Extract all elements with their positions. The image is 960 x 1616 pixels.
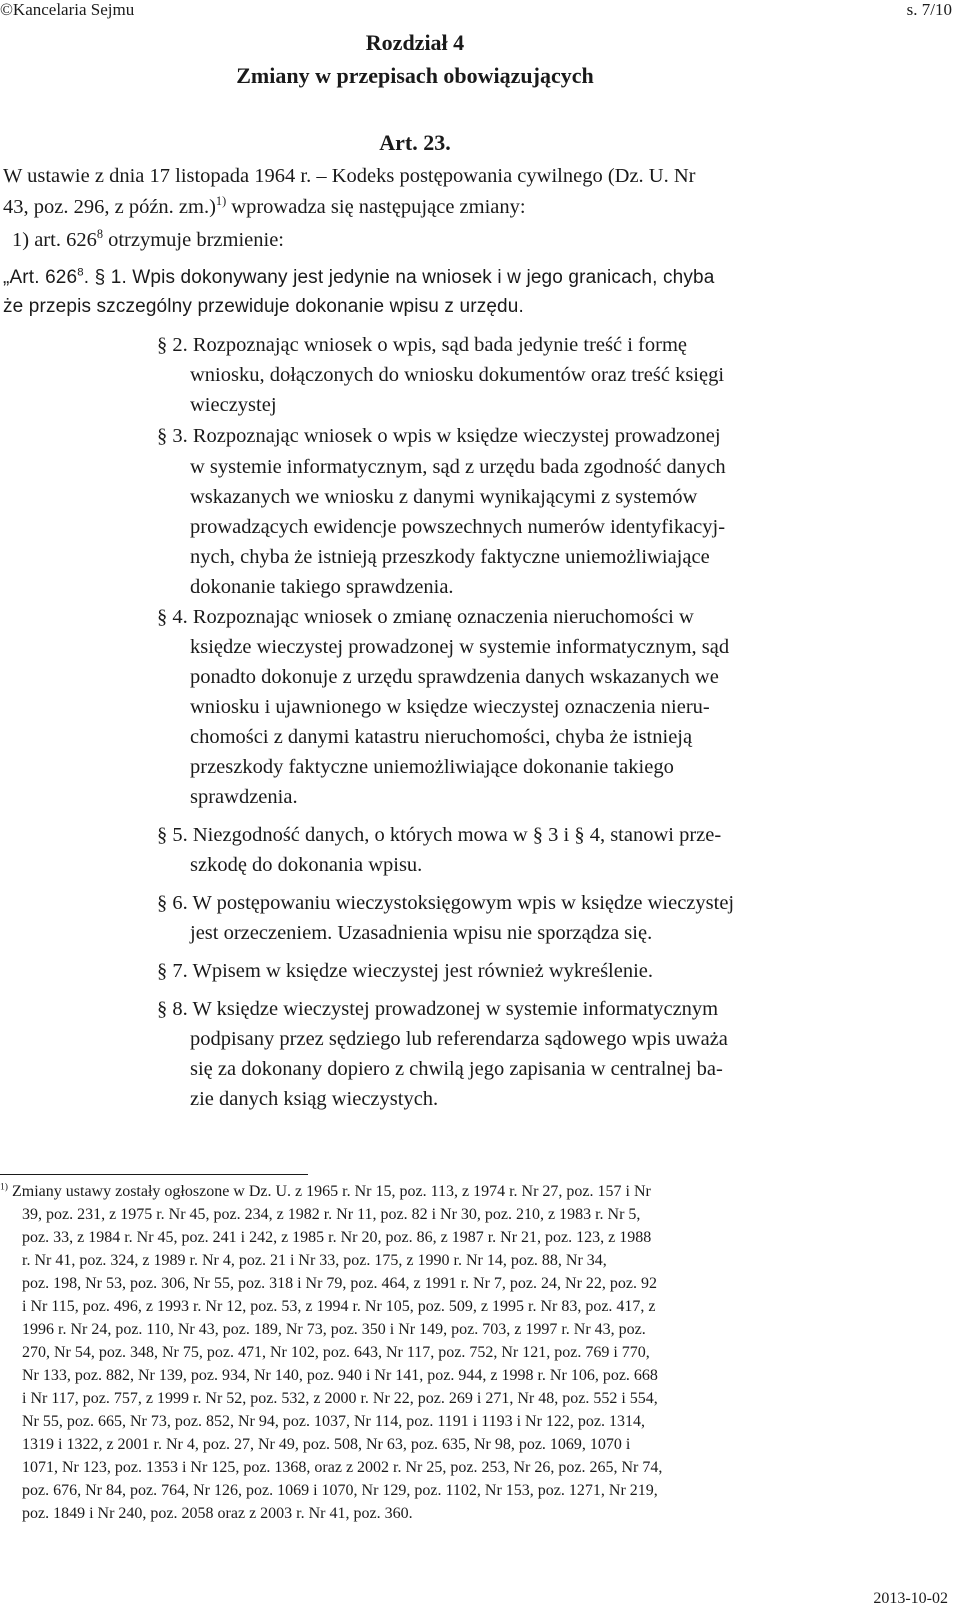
footnote-line: 1996 r. Nr 24, poz. 110, Nr 43, poz. 189, Nr 73, poz. 350 i Nr 149, poz. 703, z 1997 r. Nr 43, poz. (22, 1321, 646, 1338)
footnote-mark: 1) (0, 1181, 8, 1193)
footnote-line: poz. 198, Nr 53, poz. 306, Nr 55, poz. 318 i Nr 79, poz. 464, z 1991 r. Nr 7, poz. 24, Nr 22, poz. 92 (22, 1275, 658, 1292)
paragraph-line: wniosku i ujawnionego w księdze wieczystej oznaczenia nieru- (190, 696, 710, 718)
superscript: 8 (77, 266, 84, 279)
quote-lead-line: że przepis szczególny przewiduje dokonanie wpisu z urzędu. (3, 296, 524, 317)
footnote-line: 1071, Nr 123, poz. 1353 i Nr 125, poz. 1368, oraz z 2002 r. Nr 25, poz. 253, Nr 26, poz. 265, Nr 74, (22, 1459, 663, 1476)
footnote-separator (0, 1174, 308, 1175)
footnote-line: i Nr 117, poz. 757, z 1999 r. Nr 52, poz. 532, z 2000 r. Nr 22, poz. 269 i 271, Nr 48, poz. 552 i 554, (22, 1390, 658, 1407)
footnote-ref[interactable]: 1) (215, 194, 227, 209)
point-text: otrzymuje brzmienie: (102, 229, 285, 251)
header-page-number: s. 7/10 (906, 0, 952, 19)
paragraph-line: wieczystej (190, 394, 277, 416)
paragraph-line: § 3. Rozpoznając wniosek o wpis w księdze wieczystej prowadzonej (157, 425, 721, 447)
paragraph-line: ponadto dokonuje z urzędu sprawdzenia danych wskazanych we (190, 666, 719, 688)
paragraph-line: przeszkody faktyczne uniemożliwiające dokonanie takiego (190, 756, 674, 778)
paragraph-line: § 7. Wpisem w księdze wieczystej jest również wykreślenie. (157, 960, 654, 982)
article-title: Art. 23. (379, 130, 451, 155)
chapter-title: Rozdział 4 (365, 30, 465, 55)
paragraph-line: dokonanie takiego sprawdzenia. (190, 576, 454, 598)
paragraph-line: wskazanych we wniosku z danymi wynikającymi z systemów (190, 486, 698, 508)
paragraph-line: § 6. W postępowaniu wieczystoksięgowym wpis w księdze wieczystej (157, 892, 735, 914)
point-text: 1) art. 626 (12, 229, 97, 251)
paragraph-line: księdze wieczystej prowadzonej w systemie informatycznym, sąd (190, 636, 730, 658)
paragraph-line: prowadzących ewidencje powszechnych numerów identyfikacyj- (190, 516, 726, 538)
paragraph-line: § 5. Niezgodność danych, o których mowa w § 3 i § 4, stanowi prze- (157, 824, 722, 846)
amendment-point (12, 229, 284, 252)
article-intro-line (3, 196, 526, 219)
footnote-line: Nr 133, poz. 882, Nr 139, poz. 934, Nr 140, poz. 940 i Nr 141, poz. 944, z 1998 r. Nr 106, poz. 668 (22, 1367, 658, 1384)
paragraph-line: w systemie informatycznym, sąd z urzędu bada zgodność danych (190, 456, 726, 478)
footnote-line: poz. 1849 i Nr 240, poz. 2058 oraz z 2003 r. Nr 41, poz. 360. (22, 1505, 413, 1522)
footnote-first-line (0, 1183, 651, 1201)
paragraph-line: jest orzeczeniem. Uzasadnienia wpisu nie sporządza się. (190, 922, 653, 944)
quote-text: „Art. 626 (3, 267, 78, 288)
quote-text: . § 1. Wpis dokonywany jest jedynie na wniosek i w jego granicach, chyba (83, 267, 715, 288)
paragraph-line: § 4. Rozpoznając wniosek o zmianę oznaczenia nieruchomości w (157, 606, 694, 628)
footnote-line: 1319 i 1322, z 2001 r. Nr 4, poz. 27, Nr 49, poz. 508, Nr 63, poz. 635, Nr 98, poz. 1069, 1070 i (22, 1436, 631, 1453)
footnote-line: poz. 676, Nr 84, poz. 764, Nr 126, poz. 1069 i 1070, Nr 129, poz. 1102, Nr 153, poz. 1271, Nr 219, (22, 1482, 658, 1499)
paragraph-line: wniosku, dołączonych do wniosku dokumentów oraz treść księgi (190, 364, 725, 386)
footnote-line: 270, Nr 54, poz. 348, Nr 75, poz. 471, Nr 102, poz. 643, Nr 117, poz. 752, Nr 121, poz. 769 i 770, (22, 1344, 650, 1361)
footnote-line: 39, poz. 231, z 1975 r. Nr 45, poz. 234, z 1982 r. Nr 11, poz. 82 i Nr 30, poz. 210, z 1983 r. Nr 5, (22, 1206, 641, 1223)
footnote-line: poz. 33, z 1984 r. Nr 45, poz. 241 i 242, z 1985 r. Nr 20, poz. 86, z 1987 r. Nr 21, poz. 123, z 1988 (22, 1229, 652, 1246)
paragraph-line: się za dokonany dopiero z chwilą jego zapisania w centralnej ba- (190, 1058, 723, 1080)
paragraph-line: podpisany przez sędziego lub referendarza sądowego wpis uważa (190, 1028, 728, 1050)
footnote-line: r. Nr 41, poz. 324, z 1989 r. Nr 4, poz. 21 i Nr 33, poz. 175, z 1990 r. Nr 14, poz. 88, Nr 34, (22, 1252, 607, 1269)
footnote-line: i Nr 115, poz. 496, z 1993 r. Nr 12, poz. 53, z 1994 r. Nr 105, poz. 509, z 1995 r. Nr 83, poz. 417, z (22, 1298, 656, 1315)
intro-text: wprowadza się następujące zmiany: (226, 196, 526, 218)
quote-lead-line (3, 267, 714, 289)
paragraph-line: sprawdzenia. (190, 786, 298, 808)
paragraph-line: szkodę do dokonania wpisu. (190, 854, 423, 876)
paragraph-line: § 2. Rozpoznając wniosek o wpis, sąd bada jedynie treść i formę (157, 334, 687, 356)
paragraph-line: chomości z danymi katastru nieruchomości, chyba że istnieją (190, 726, 693, 748)
article-intro-line: W ustawie z dnia 17 listopada 1964 r. – Kodeks postępowania cywilnego (Dz. U. Nr (3, 165, 696, 187)
footer-date: 2013-10-02 (873, 1590, 948, 1607)
paragraph-line: nych, chyba że istnieją przeszkody faktyczne uniemożliwiające (190, 546, 710, 568)
intro-text: 43, poz. 296, z późn. zm.) (3, 196, 216, 218)
paragraph-line: § 8. W księdze wieczystej prowadzonej w systemie informatycznym (157, 998, 719, 1020)
paragraph-line: zie danych ksiąg wieczystych. (190, 1088, 439, 1110)
header-publisher: ©Kancelaria Sejmu (0, 0, 135, 19)
footnote-line: Nr 55, poz. 665, Nr 73, poz. 852, Nr 94, poz. 1037, Nr 114, poz. 1191 i 1193 i Nr 122, poz. 1314, (22, 1413, 646, 1430)
chapter-subtitle: Zmiany w przepisach obowiązujących (236, 63, 594, 88)
footnote-text: Zmiany ustawy zostały ogłoszone w Dz. U. z 1965 r. Nr 15, poz. 113, z 1974 r. Nr 27, poz. 157 i Nr (12, 1183, 651, 1200)
superscript: 8 (96, 227, 103, 242)
